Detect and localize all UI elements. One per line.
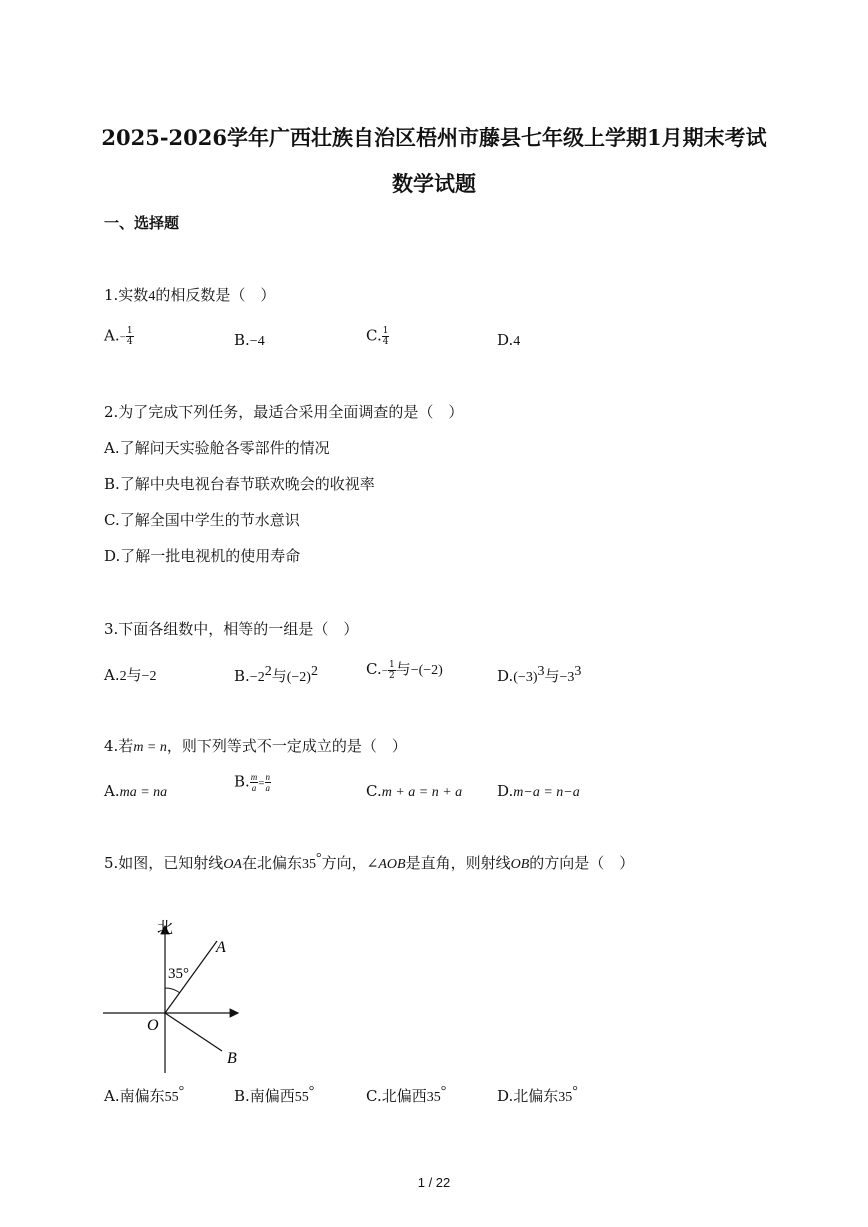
direction-figure — [100, 908, 260, 1078]
north-label: 北 — [157, 918, 174, 937]
question-2-option-c: C.了解全国中学生的节水意识 — [104, 511, 300, 529]
question-1-option-d: D.4 — [497, 331, 521, 349]
question-1-stem: 1.实数4的相反数是（ ） — [104, 286, 276, 304]
question-3-option-a: A.2与−2 — [104, 666, 157, 684]
paper-subtitle: 数学试题 — [392, 171, 476, 196]
point-a-label: A — [216, 939, 226, 956]
angle-arc — [165, 988, 180, 993]
angle-label: 35° — [168, 966, 189, 982]
point-b-label: B — [227, 1050, 237, 1067]
question-3-option-d: $D.(-3)^3$与$-3^3$ — [497, 664, 582, 685]
question-3-option-b: $B.-2^2$与$(-2)^2$ — [234, 664, 318, 685]
question-4-option-b: B. $\frac{m}{a}$ = $\frac{n}{a}$ — [234, 772, 271, 793]
question-2-option-d: D.了解一批电视机的使用寿命 — [104, 547, 301, 565]
paper-title: 2025-2026学年广西壮族自治区梧州市藤县七年级上学期1月期末考试 — [101, 125, 767, 150]
question-3-stem: 3.下面各组数中，相等的一组是（ ） — [104, 620, 359, 638]
question-4-option-c: C.m + a = n + a — [366, 782, 463, 800]
question-4-option-a: A.ma = na — [104, 782, 168, 800]
question-5-option-a: A.南偏东55° — [104, 1084, 185, 1105]
question-1-option-c: C. $\frac{1}{4}$ — [366, 326, 389, 347]
question-5-option-c: C.北偏西35° — [366, 1084, 447, 1105]
question-5-stem: 5.如图，已知射线OA在北偏东35°方向，∠AOB是直角，则射线OB的方向是（ ） — [104, 851, 635, 872]
question-1-option-a: A.− $\frac{1}{4}$ — [104, 326, 133, 347]
question-1-option-b: B.−4 — [234, 331, 265, 349]
question-4-stem: 4.若m = n，则下列等式不一定成立的是（ ） — [104, 737, 407, 755]
section-heading: 一、选择题 — [104, 214, 180, 232]
question-4-option-d: D.m−a = n−a — [497, 782, 580, 800]
question-2-stem: 2.为了完成下列任务，最适合采用全面调查的是（ ） — [104, 403, 464, 421]
question-2-option-a: A.了解问天实验舱各零部件的情况 — [104, 439, 330, 457]
question-5-option-b: B.南偏西55° — [234, 1084, 315, 1105]
question-3-option-c: C.− $\frac{1}{2}$ 与−(−2) — [366, 659, 443, 681]
question-2-option-b: B.了解中央电视台春节联欢晚会的收视率 — [104, 475, 375, 493]
page-number: 1 / 22 — [417, 1175, 451, 1190]
question-5-option-d: D.北偏东35° — [497, 1084, 578, 1105]
point-o-label: O — [147, 1017, 159, 1034]
ray-ob — [165, 1013, 222, 1051]
